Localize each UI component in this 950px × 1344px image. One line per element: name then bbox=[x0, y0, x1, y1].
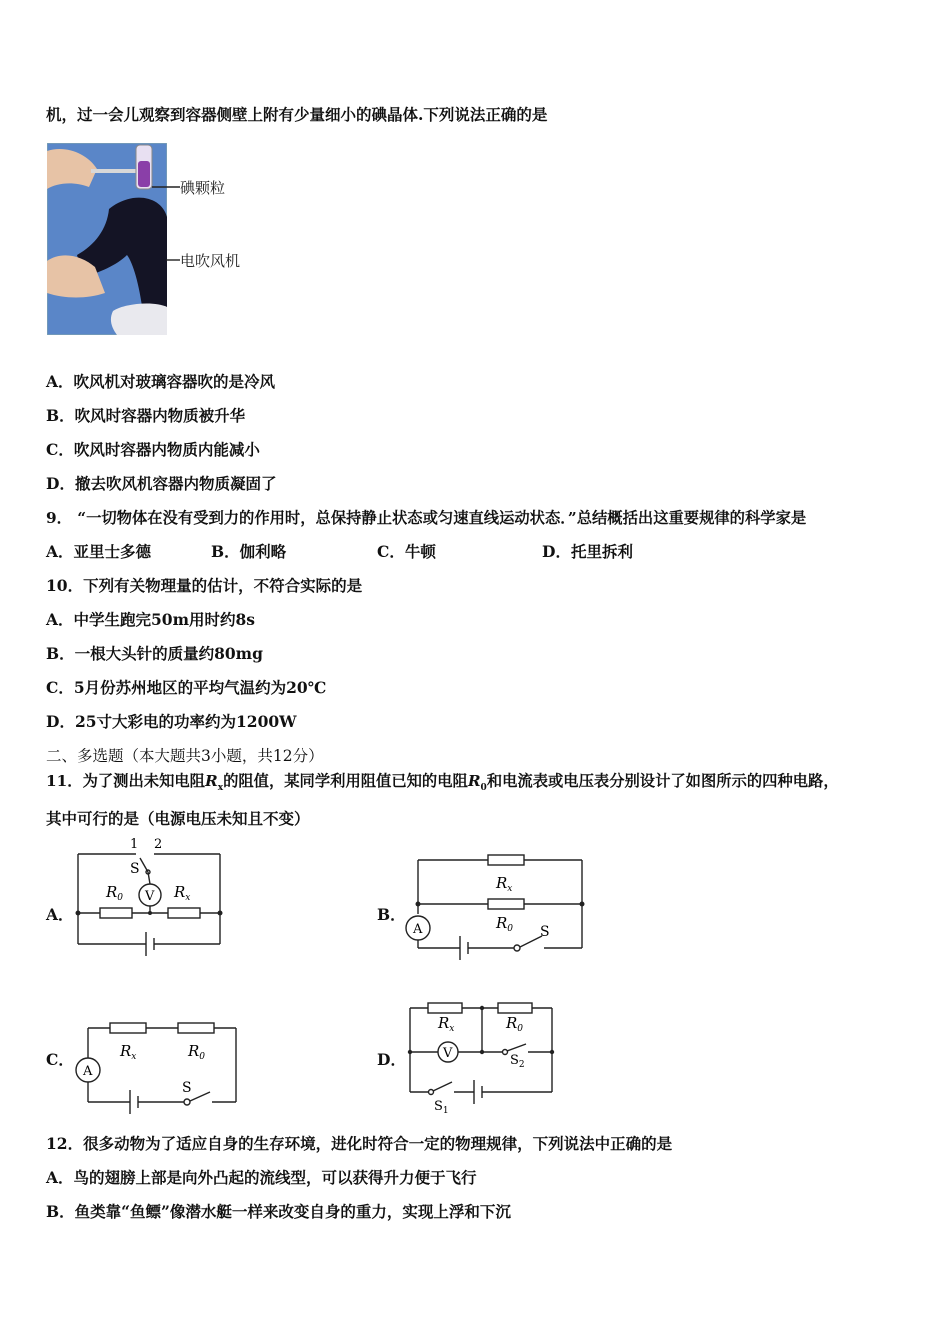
circuit-a-pos2: 2 bbox=[154, 837, 163, 852]
q8-option-c: C．吹风时容器内物质内能减小 bbox=[46, 440, 260, 459]
q11-stem: 11．为了测出未知电阻$R_x$的阻值，某同学利用阻值已知的电阻$R_0$和电流表或电压表分别设计了如图所示的四种电路， bbox=[46, 772, 839, 794]
q8-option-d: D．撤去吹风机容器内物质凝固了 bbox=[46, 474, 277, 493]
circuit-d-rx-label: $R_x$ bbox=[438, 1014, 455, 1034]
circuit-c-ammeter: A bbox=[83, 1064, 93, 1079]
circuit-a-pos1: 1 bbox=[130, 837, 139, 852]
dryer-label: 电吹风机 bbox=[180, 252, 241, 270]
circuit-d-voltmeter: V bbox=[443, 1046, 453, 1061]
q9-option-d: D．托里拆利 bbox=[542, 542, 633, 561]
q10-option-d: D．25寸大彩电的功率约为1200W bbox=[46, 712, 297, 731]
q12-option-a: A．鸟的翅膀上部是向外凸起的流线型，可以获得升力便于飞行 bbox=[46, 1168, 477, 1187]
q12-option-b: B．鱼类靠“鱼鳔”像潜水艇一样来改变自身的重力，实现上浮和下沉 bbox=[46, 1202, 511, 1221]
q10-stem: 10．下列有关物理量的估计，不符合实际的是 bbox=[46, 576, 363, 595]
circuit-d-s2-label: $S_2$ bbox=[510, 1053, 525, 1070]
circuit-b-diagram bbox=[402, 852, 592, 964]
circuit-c-letter: C． bbox=[46, 1050, 74, 1069]
circuit-d-s1-label: $S_1$ bbox=[434, 1099, 449, 1116]
q9-option-b: B．伽利略 bbox=[211, 542, 287, 561]
circuit-a-r0-label: $R_0$ bbox=[106, 883, 124, 903]
section-heading: 二、多选题（本大题共3小题，共12分） bbox=[46, 747, 324, 765]
circuit-a-voltmeter: V bbox=[145, 889, 155, 904]
q9-stem: 9． “一切物体在没有受到力的作用时，总保持静止状态或匀速直线运动状态．”总结概括出这重要规律的科学家是 bbox=[46, 509, 807, 527]
rx-symbol: R bbox=[204, 772, 218, 790]
q8-option-a: A．吹风机对玻璃容器吹的是冷风 bbox=[46, 372, 276, 391]
circuit-d-r0-label: $R_0$ bbox=[506, 1014, 524, 1034]
circuit-a-letter: A． bbox=[46, 905, 74, 924]
iodine-label: 碘颗粒 bbox=[180, 179, 226, 197]
circuit-c-diagram bbox=[72, 1020, 242, 1116]
circuit-a-switch: S bbox=[130, 861, 140, 877]
circuit-b-r0-label: $R_0$ bbox=[496, 914, 514, 934]
circuit-c-switch: S bbox=[182, 1080, 192, 1096]
circuit-b-letter: B． bbox=[377, 905, 406, 924]
circuit-b-ammeter: A bbox=[413, 922, 423, 937]
q10-option-a: A．中学生跑完50m用时约8s bbox=[46, 610, 256, 629]
photo-leader-lines bbox=[150, 160, 190, 280]
circuit-c-r0-label: $R_0$ bbox=[188, 1042, 206, 1062]
circuit-b-switch: S bbox=[540, 924, 550, 940]
r0-symbol: R bbox=[467, 772, 481, 790]
circuit-d-letter: D． bbox=[377, 1050, 406, 1069]
q10-option-c: C．5月份苏州地区的平均气温约为20℃ bbox=[46, 678, 327, 697]
circuit-a-rx-label: $R_x$ bbox=[174, 883, 191, 903]
circuit-d-diagram bbox=[402, 998, 562, 1116]
hair-dryer-photo bbox=[47, 143, 167, 335]
q9-option-a: A．亚里士多德 bbox=[46, 542, 152, 561]
circuit-a-diagram bbox=[70, 836, 230, 964]
q8-intro: 机，过一会儿观察到容器侧壁上附有少量细小的碘晶体.下列说法正确的是 bbox=[46, 105, 548, 124]
q9-option-c: C．牛顿 bbox=[377, 542, 436, 561]
q8-option-b: B．吹风时容器内物质被升华 bbox=[46, 406, 246, 425]
circuit-c-rx-label: $R_x$ bbox=[120, 1042, 137, 1062]
q11-stem-line2: 其中可行的是（电源电压未知且不变） bbox=[46, 809, 310, 828]
q12-stem: 12．很多动物为了适应自身的生存环境，进化时符合一定的物理规律，下列说法中正确的是 bbox=[46, 1134, 673, 1153]
circuit-b-rx-label: $R_x$ bbox=[496, 874, 513, 894]
q10-option-b: B．一根大头针的质量约80mg bbox=[46, 644, 263, 663]
